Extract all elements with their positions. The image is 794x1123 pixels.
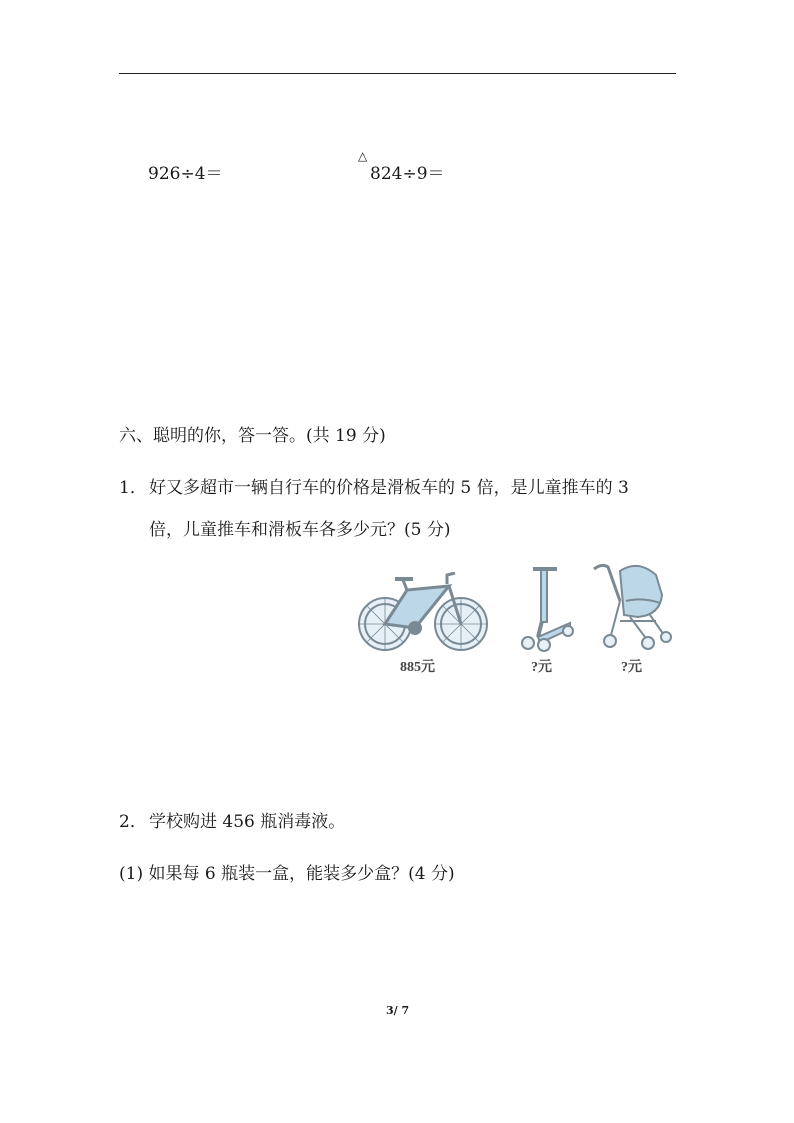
scooter-price: ?元: [531, 660, 552, 675]
triangle-mark-icon: △: [358, 149, 368, 163]
header-rule: [119, 73, 676, 74]
q1-number: 1．: [119, 478, 147, 498]
calc-item-1: 926÷4＝: [148, 164, 223, 184]
stroller-price: ?元: [621, 660, 642, 675]
page-number: 3/ 7: [386, 1004, 410, 1017]
stroller-icon: [590, 561, 674, 653]
q2-sub1: (1) 如果每 6 瓶装一盒，能装多少盒？(4 分): [119, 864, 455, 884]
bicycle-price: 885元: [400, 660, 435, 675]
q2-number: 2．: [119, 812, 147, 832]
q2-text: 学校购进 456 瓶消毒液。: [149, 812, 346, 832]
scooter-icon: [516, 565, 574, 655]
bicycle-icon: [355, 572, 491, 654]
q1-text-line2: 倍，儿童推车和滑板车各多少元？(5 分): [149, 520, 451, 540]
calc-item-2: 824÷9＝: [370, 164, 445, 184]
q1-text-line1: 好又多超市一辆自行车的价格是滑板车的 5 倍，是儿童推车的 3: [149, 478, 629, 498]
section-heading: 六、聪明的你，答一答。(共 19 分): [119, 426, 386, 446]
